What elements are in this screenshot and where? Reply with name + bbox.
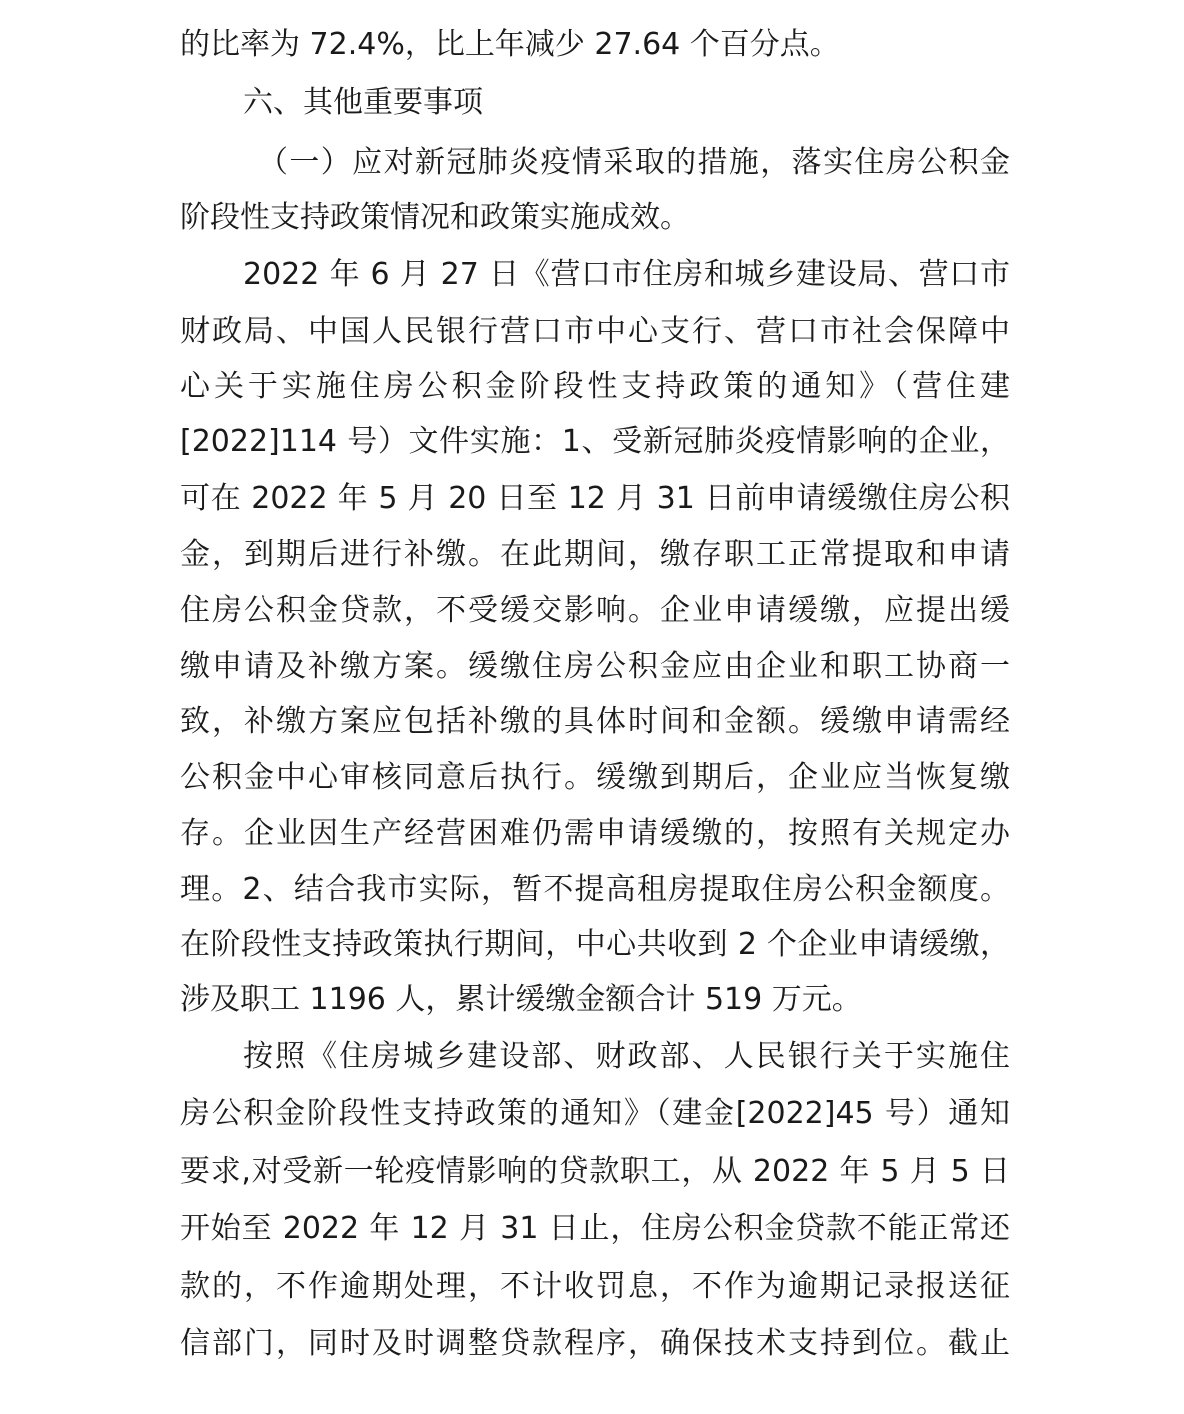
paragraph-line: 房公积金阶段性支持政策的通知》（建金[2022]45 号）通知 — [180, 1096, 1010, 1131]
paragraph-line: 可在 2022 年 5 月 20 日至 12 月 31 日前申请缓缴住房公积 — [180, 481, 1010, 516]
paragraph-line: 的比率为 72.4%，比上年减少 27.64 个百分点。 — [180, 27, 840, 62]
paragraph-line: 心关于实施住房公积金阶段性支持政策的通知》（营住建 — [180, 369, 1010, 404]
paragraph-line: [2022]114 号）文件实施：1、受新冠肺炎疫情影响的企业， — [180, 424, 1010, 459]
paragraph-line: 按照《住房城乡建设部、财政部、人民银行关于实施住 — [243, 1039, 1010, 1074]
paragraph-line: 致，补缴方案应包括补缴的具体时间和金额。缓缴申请需经 — [180, 704, 1010, 739]
paragraph-line: 要求,对受新一轮疫情影响的贷款职工，从 2022 年 5 月 5 日 — [180, 1154, 1010, 1189]
paragraph-line: 金，到期后进行补缴。在此期间，缴存职工正常提取和申请 — [180, 537, 1010, 572]
paragraph-line: 款的，不作逾期处理，不计收罚息，不作为逾期记录报送征 — [180, 1269, 1010, 1304]
paragraph-line: 财政局、中国人民银行营口市中心支行、营口市社会保障中 — [180, 314, 1010, 349]
paragraph-line: 理。2、结合我市实际，暂不提高租房提取住房公积金额度。 — [180, 872, 1010, 907]
paragraph-line: 存。企业因生产经营困难仍需申请缓缴的，按照有关规定办 — [180, 816, 1010, 851]
paragraph-line: 在阶段性支持政策执行期间，中心共收到 2 个企业申请缓缴， — [180, 927, 1010, 962]
paragraph-line: 信部门，同时及时调整贷款程序，确保技术支持到位。截止 — [180, 1326, 1010, 1361]
paragraph-line: 2022 年 6 月 27 日《营口市住房和城乡建设局、营口市 — [243, 257, 1010, 292]
paragraph-line: 涉及职工 1196 人，累计缓缴金额合计 519 万元。 — [180, 982, 862, 1017]
subsection-heading: （一）应对新冠肺炎疫情采取的措施，落实住房公积金 — [258, 145, 1010, 180]
paragraph-line: 住房公积金贷款，不受缓交影响。企业申请缓缴，应提出缓 — [180, 593, 1010, 628]
section-heading: 六、其他重要事项 — [243, 85, 483, 120]
paragraph-line: 公积金中心审核同意后执行。缓缴到期后，企业应当恢复缴 — [180, 760, 1010, 795]
paragraph-line: 缴申请及补缴方案。缓缴住房公积金应由企业和职工协商一 — [180, 649, 1010, 684]
subsection-heading-continued: 阶段性支持政策情况和政策实施成效。 — [180, 200, 690, 235]
paragraph-line: 开始至 2022 年 12 月 31 日止，住房公积金贷款不能正常还 — [180, 1211, 1010, 1246]
